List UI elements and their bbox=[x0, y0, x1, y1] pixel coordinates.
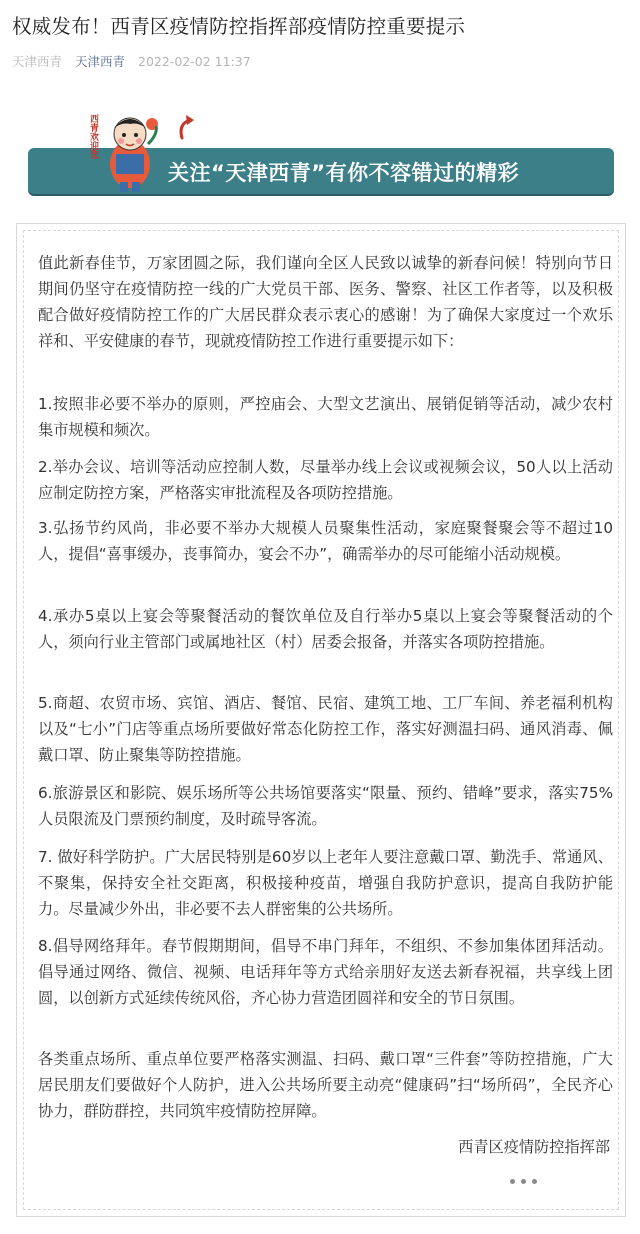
curved-arrow-icon bbox=[176, 114, 200, 140]
decorative-dots bbox=[510, 1169, 570, 1179]
dot bbox=[510, 1179, 515, 1184]
item-6-paragraph: 6.旅游景区和影院、娱乐场所等公共场馆要落实“限量、预约、错峰”要求，落实75%人员限流及门票预约制度，及时疏导客流。 bbox=[38, 784, 613, 828]
account-link[interactable]: 天津西青 bbox=[75, 54, 126, 69]
mascot-label: 西青欢迎您 bbox=[88, 114, 98, 159]
intro-paragraph: 值此新春佳节，万家团圆之际，我们谨向全区人民致以诚挚的新春问候！特别向节日期间仍坚守在疫情防控一线的广大党员干部、医务、警察、社区工作者等，以及积极配合做好疫情防控工作的广大居民群众表示衷心的感谢！为了确保大家度过一个欢乐祥和、平安健康的春节，现就疫情防控工作进行重要提示如下： bbox=[38, 254, 613, 350]
item-7-paragraph: 7. 做好科学防护。广大居民特别是60岁以上老年人要注意戴口罩、勤洗手、常通风、不聚集，保持安全社交距离，积极接种疫苗，增强自我防护意识，提高自我防护能力。尽量减少外出，非必要不去人群密集的公共场所。 bbox=[38, 848, 613, 918]
mascot-illustration bbox=[86, 104, 172, 196]
article-source: 天津西青 bbox=[12, 54, 63, 69]
signature: 西青区疫情防控指挥部 bbox=[458, 1138, 610, 1156]
article-title: 权威发布！西青区疫情防控指挥部疫情防控重要提示 bbox=[12, 15, 466, 38]
article-meta bbox=[12, 52, 260, 70]
item-1-paragraph: 1.按照非必要不举办的原则，严控庙会、大型文艺演出、展销促销等活动，减少农村集市规模和频次。 bbox=[38, 395, 613, 439]
item-3-paragraph: 3.弘扬节约风尚，非必要不举办大规模人员聚集性活动，家庭聚餐聚会等不超过10人，提倡“喜事缓办，丧事简办，宴会不办”，确需举办的尽可能缩小活动规模。 bbox=[38, 519, 613, 563]
closing-paragraph: 各类重点场所、重点单位要严格落实测温、扫码、戴口罩“三件套”等防控措施，广大居民朋友们要做好个人防护，进入公共场所要主动亮“健康码”扫“场所码”，全民齐心协力，群防群控，共同筑牢疫情防控屏障。 bbox=[38, 1050, 613, 1120]
dot bbox=[521, 1179, 526, 1184]
item-2-paragraph: 2.举办会议、培训等活动应控制人数，尽量举办线上会议或视频会议，50人以上活动应制定防控方案，严格落实审批流程及各项防控措施。 bbox=[38, 458, 613, 502]
item-8-paragraph: 8.倡导网络拜年。春节假期期间，倡导不串门拜年，不组织、不参加集体团拜活动。倡导通过网络、微信、视频、电话拜年等方式给亲朋好友送去新春祝福，共享线上团圆，以创新方式延续传统风俗，齐心协力营造团圆祥和安全的节日氛围。 bbox=[38, 937, 613, 1007]
item-5-paragraph: 5.商超、农贸市场、宾馆、酒店、餐馆、民宿、建筑工地、工厂车间、养老福利机构以及“七小”门店等重点场所要做好常态化防控工作，落实好测温扫码、通风消毒、佩戴口罩、防止聚集等防控措施。 bbox=[38, 694, 613, 764]
mascot-figure bbox=[86, 104, 172, 196]
banner-text: 关注“天津西青”有你不容错过的精彩 bbox=[168, 161, 520, 185]
follow-banner bbox=[28, 104, 614, 200]
publish-time: 2022-02-02 11:37 bbox=[138, 54, 251, 69]
item-4-paragraph: 4.承办5桌以上宴会等聚餐活动的餐饮单位及自行举办5桌以上宴会等聚餐活动的个人，须向行业主管部门或属地社区（村）居委会报备，并落实各项防控措施。 bbox=[38, 607, 613, 651]
dot bbox=[532, 1179, 537, 1184]
